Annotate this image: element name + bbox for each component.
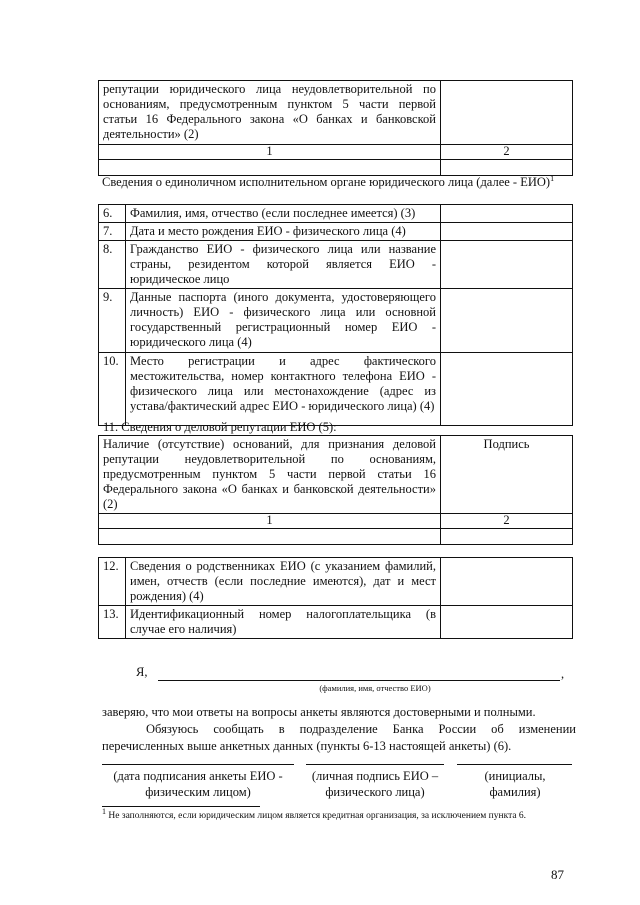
table-additional: [98, 557, 573, 639]
footnote-marker: 1: [550, 173, 555, 183]
table-eio: [98, 204, 573, 426]
table-top: [98, 80, 573, 176]
row-label: Данные паспорта (иного документа, удостоверяющего личность) ЕИО - физического лица или основной государственный регистрационный номер ЕИО - юридического лица (4): [126, 289, 441, 353]
empty-cell: [99, 529, 441, 545]
footnote-text: Не заполняются, если юридическим лицом является кредитная организация, за исключением пункта 6.: [108, 811, 527, 821]
row-number: 12.: [99, 558, 126, 606]
undertake-text-1: Обязуюсь сообщать в подразделение Банка России об изменении: [146, 722, 576, 736]
row-number: 10.: [99, 353, 126, 426]
signature-line: [306, 764, 444, 765]
footnote-mark: 1: [102, 806, 106, 816]
row-label: Место регистрации и адрес фактического местожительства, номер контактного телефона ЕИО - физического лица или местонахождение (адрес из устава/фактический адрес ЕИО - юридического лица) (4): [126, 353, 441, 426]
date-line: [102, 764, 294, 765]
empty-cell: [441, 81, 573, 145]
answer-cell: [441, 223, 573, 241]
footnote: [102, 806, 572, 822]
row-label: Фамилия, имя, отчество (если последнее имеется) (3): [126, 205, 441, 223]
page-number: 87: [551, 867, 564, 882]
empty-cell: [441, 529, 573, 545]
date-caption: (дата подписания анкеты ЕИО - физическим лицом): [113, 769, 283, 799]
section-heading-reputation: 11. Сведения о деловой репутации ЕИО (5):: [103, 420, 337, 434]
name-caption: (фамилия, имя, отчество ЕИО): [319, 683, 431, 693]
section-heading-eio: Сведения о единоличном исполнительном органе юридического лица (далее - ЕИО)$^1$: [102, 173, 555, 189]
answer-cell: [441, 558, 573, 606]
answer-cell: [441, 606, 573, 639]
row-number: 13.: [99, 606, 126, 639]
table-reputation: [98, 435, 573, 545]
undertake-text-2: перечисленных выше анкетных данных (пункты 6-13 настоящей анкеты) (6).: [102, 739, 512, 753]
certify-text: заверяю, что мои ответы на вопросы анкеты являются достоверными и полными.: [102, 705, 536, 719]
row-label: Сведения о родственниках ЕИО (с указанием фамилий, имен, отчеств (если последние имеются), дат и мест рождения) (4): [126, 558, 441, 606]
signature-header: Подпись: [441, 436, 573, 514]
column-number-1: 1: [99, 145, 441, 160]
reputation-cell: Наличие (отсутствие) оснований, для признания деловой репутации неудовлетворительной по основаниям, предусмотренным пунктом 5 части первой статьи 16 Федерального закона «О банках и банковской деятельности» (2): [99, 436, 441, 514]
row-number: 9.: [99, 289, 126, 353]
column-number-1: 1: [99, 514, 441, 529]
name-line: [158, 680, 560, 681]
initials-caption: (инициалы, фамилия): [484, 769, 546, 799]
declaration-comma: ,: [561, 667, 565, 681]
footnote-separator: [102, 806, 260, 807]
initials-line: [457, 764, 572, 765]
answer-cell: [441, 205, 573, 223]
answer-cell: [441, 353, 573, 426]
row-label: Дата и место рождения ЕИО - физического лица (4): [126, 223, 441, 241]
row-label: Гражданство ЕИО - физического лица или название страны, резидентом которой является ЕИО - юридическое лицо: [126, 241, 441, 289]
row-number: 8.: [99, 241, 126, 289]
row-label: Идентификационный номер налогоплательщика (в случае его наличия): [126, 606, 441, 639]
declaration-i-label: Я,: [136, 665, 148, 679]
row-number: 6.: [99, 205, 126, 223]
column-number-2: 2: [441, 145, 573, 160]
row-number: 7.: [99, 223, 126, 241]
answer-cell: [441, 241, 573, 289]
column-number-2: 2: [441, 514, 573, 529]
reputation-continuation-cell: репутации юридического лица неудовлетворительной по основаниям, предусмотренным пунктом 5 части первой статьи 16 Федерального закона «О банках и банковской деятельности» (2): [99, 81, 441, 145]
answer-cell: [441, 289, 573, 353]
signature-caption: (личная подпись ЕИО – физического лица): [311, 769, 439, 799]
